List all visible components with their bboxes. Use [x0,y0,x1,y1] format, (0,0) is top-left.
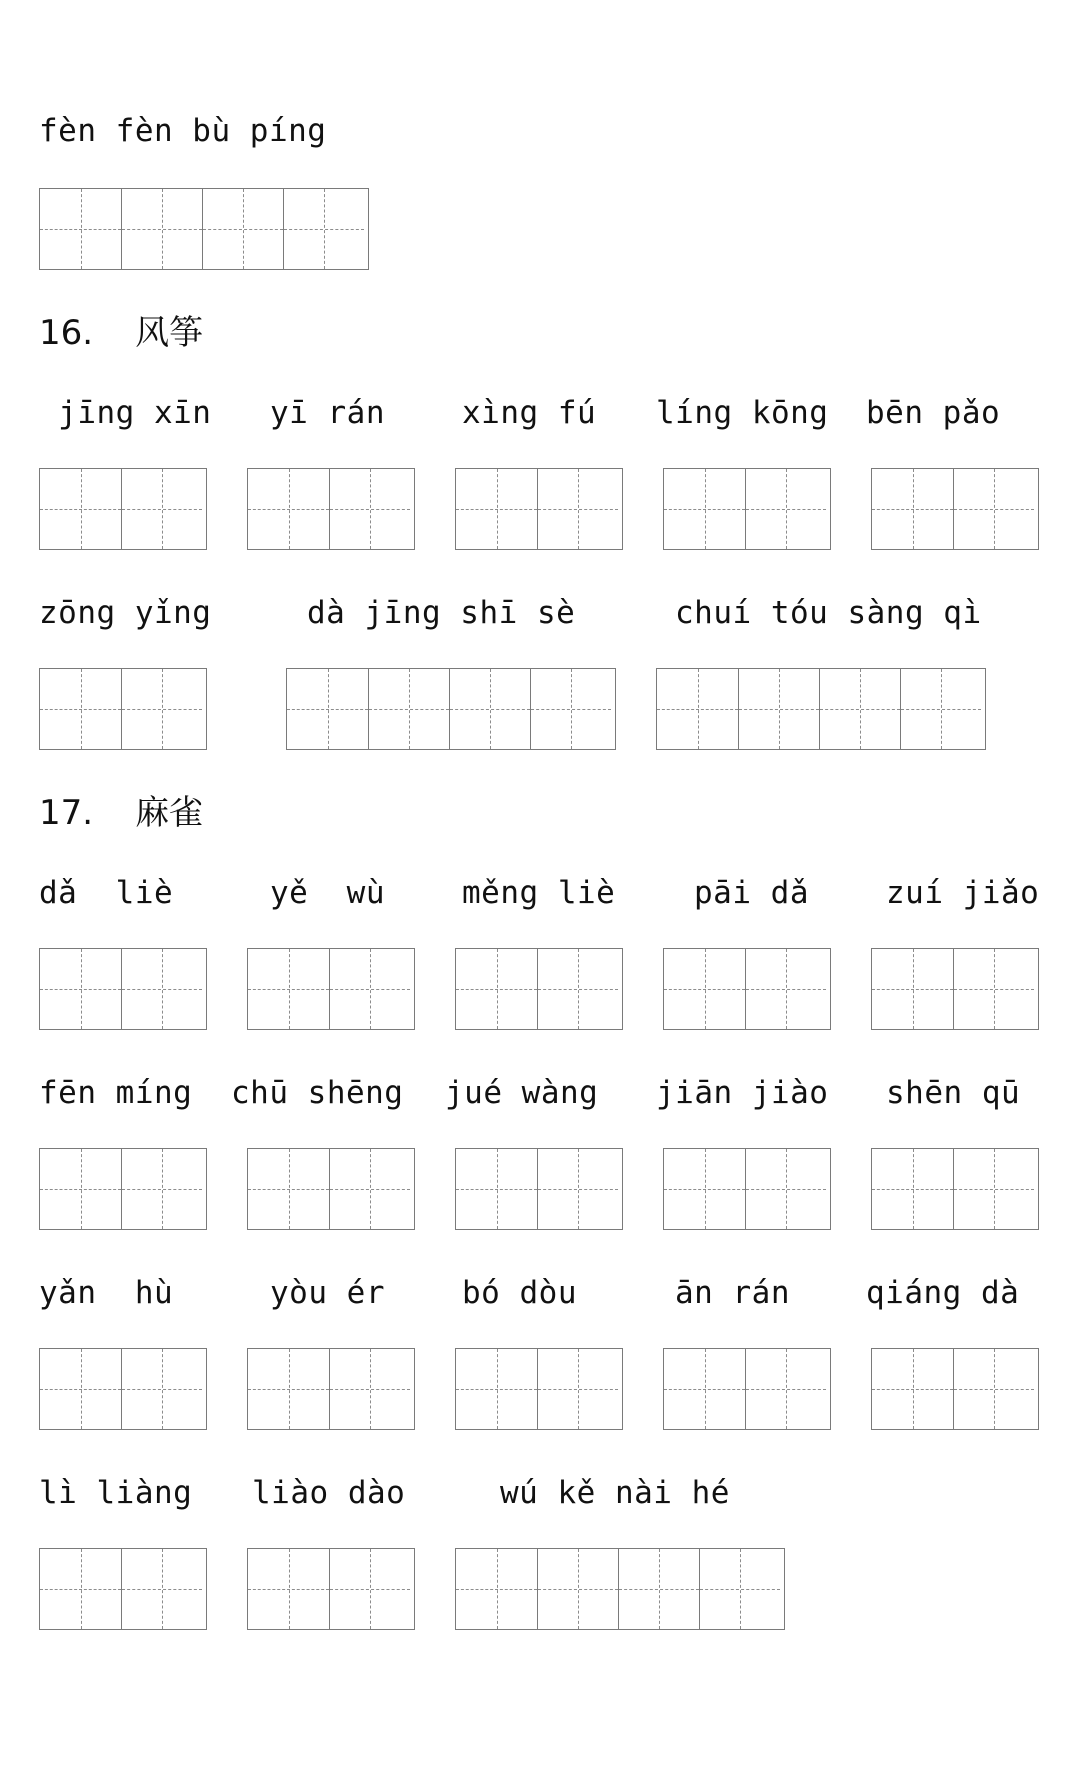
grid-cell[interactable] [329,949,410,1029]
grid-cell[interactable] [456,1549,537,1629]
grid-cell[interactable] [456,949,537,1029]
grid-cell[interactable] [121,1349,202,1429]
grid-cell[interactable] [664,469,745,549]
grid-cell[interactable] [121,469,202,549]
pinyin-prompt: dǎ liè [39,875,174,911]
writing-grid[interactable] [247,1548,415,1630]
writing-grid[interactable] [656,668,986,750]
section-heading-17 [39,793,204,833]
writing-grid[interactable] [663,948,831,1030]
grid-cell[interactable] [368,669,449,749]
grid-cell[interactable] [900,669,981,749]
section-title: 风筝 [135,313,204,353]
grid-cell[interactable] [537,469,618,549]
pinyin-prompt: chuí tóu sàng qì [675,595,982,631]
grid-cell[interactable] [530,669,611,749]
writing-grid[interactable] [247,948,415,1030]
grid-cell[interactable] [248,1149,329,1229]
pinyin-prompt: bēn pǎo [866,395,1001,431]
writing-grid[interactable] [39,948,207,1030]
grid-cell[interactable] [329,1549,410,1629]
grid-cell[interactable] [456,469,537,549]
grid-cell[interactable] [745,949,826,1029]
grid-cell[interactable] [745,469,826,549]
grid-cell[interactable] [745,1349,826,1429]
pinyin-prompt: yǎn hù [39,1275,174,1311]
grid-cell[interactable] [449,669,530,749]
pinyin-prompt: měng liè [462,875,616,911]
grid-cell[interactable] [664,949,745,1029]
pinyin-prompt: zuí jiǎo [886,875,1040,911]
grid-cell[interactable] [872,469,953,549]
writing-grid[interactable] [871,1148,1039,1230]
writing-grid[interactable] [455,948,623,1030]
grid-cell[interactable] [202,189,283,269]
writing-grid[interactable] [455,1148,623,1230]
pinyin-prompt: liào dào [252,1475,406,1511]
pinyin-prompt: fēn míng [39,1075,193,1111]
grid-cell[interactable] [40,1149,121,1229]
section-number: 17. [39,793,94,833]
writing-grid[interactable] [871,948,1039,1030]
grid-cell[interactable] [618,1549,699,1629]
grid-cell[interactable] [329,1349,410,1429]
grid-cell[interactable] [872,1349,953,1429]
pinyin-prompt: dà jīng shī sè [307,595,576,631]
pinyin-prompt: yě wù [270,875,385,911]
pinyin-prompt: fèn fèn bù píng [39,113,327,149]
writing-grid[interactable] [871,468,1039,550]
grid-cell[interactable] [537,1549,618,1629]
grid-cell[interactable] [121,949,202,1029]
grid-cell[interactable] [699,1549,780,1629]
pinyin-prompt: ān rán [675,1275,790,1311]
pinyin-prompt: qiáng dà [866,1275,1020,1311]
grid-cell[interactable] [40,189,121,269]
writing-grid[interactable] [247,468,415,550]
grid-cell[interactable] [872,949,953,1029]
grid-cell[interactable] [40,1349,121,1429]
writing-grid[interactable] [39,668,207,750]
writing-grid[interactable] [39,1348,207,1430]
pinyin-prompt: yī rán [270,395,385,431]
writing-grid[interactable] [39,468,207,550]
writing-grid[interactable] [286,668,616,750]
grid-cell[interactable] [121,1149,202,1229]
pinyin-prompt: zōng yǐng [39,595,212,631]
grid-cell[interactable] [738,669,819,749]
grid-cell[interactable] [248,1549,329,1629]
pinyin-prompt: yòu ér [270,1275,385,1311]
grid-cell[interactable] [287,669,368,749]
grid-cell[interactable] [456,1349,537,1429]
grid-cell[interactable] [283,189,364,269]
grid-cell[interactable] [40,1549,121,1629]
writing-grid[interactable] [871,1348,1039,1430]
grid-cell[interactable] [537,1149,618,1229]
pinyin-prompt: shēn qū [886,1075,1021,1111]
grid-cell[interactable] [121,669,202,749]
grid-cell[interactable] [40,949,121,1029]
pinyin-prompt: líng kōng [656,395,829,431]
pinyin-prompt: wú kě nài hé [500,1475,730,1511]
writing-grid[interactable] [39,188,369,270]
grid-cell[interactable] [121,1549,202,1629]
grid-cell[interactable] [537,1349,618,1429]
grid-cell[interactable] [953,949,1034,1029]
grid-cell[interactable] [657,669,738,749]
grid-cell[interactable] [819,669,900,749]
writing-grid[interactable] [39,1148,207,1230]
grid-cell[interactable] [664,1149,745,1229]
grid-cell[interactable] [953,1149,1034,1229]
section-title: 麻雀 [135,793,204,833]
pinyin-prompt: jué wàng [445,1075,599,1111]
pinyin-prompt: pāi dǎ [694,875,809,911]
grid-cell[interactable] [329,1149,410,1229]
grid-cell[interactable] [329,469,410,549]
grid-cell[interactable] [121,189,202,269]
grid-cell[interactable] [745,1149,826,1229]
grid-cell[interactable] [248,949,329,1029]
grid-cell[interactable] [953,469,1034,549]
pinyin-prompt: bó dòu [462,1275,577,1311]
writing-grid[interactable] [663,1348,831,1430]
grid-cell[interactable] [537,949,618,1029]
pinyin-prompt: lì liàng [39,1475,193,1511]
grid-cell[interactable] [40,669,121,749]
writing-grid[interactable] [39,1548,207,1630]
writing-grid[interactable] [663,1148,831,1230]
grid-cell[interactable] [456,1149,537,1229]
writing-grid[interactable] [247,1148,415,1230]
grid-cell[interactable] [872,1149,953,1229]
section-number: 16. [39,313,94,353]
writing-grid[interactable] [455,1348,623,1430]
writing-grid[interactable] [455,1548,785,1630]
writing-grid[interactable] [455,468,623,550]
grid-cell[interactable] [664,1349,745,1429]
writing-grid[interactable] [663,468,831,550]
grid-cell[interactable] [248,1349,329,1429]
pinyin-prompt: xìng fú [462,395,597,431]
grid-cell[interactable] [40,469,121,549]
grid-cell[interactable] [953,1349,1034,1429]
writing-grid[interactable] [247,1348,415,1430]
pinyin-prompt: jiān jiào [656,1075,829,1111]
pinyin-prompt: jīng xīn [39,395,212,431]
grid-cell[interactable] [248,469,329,549]
section-heading-16 [39,313,204,353]
pinyin-prompt: chū shēng [231,1075,404,1111]
